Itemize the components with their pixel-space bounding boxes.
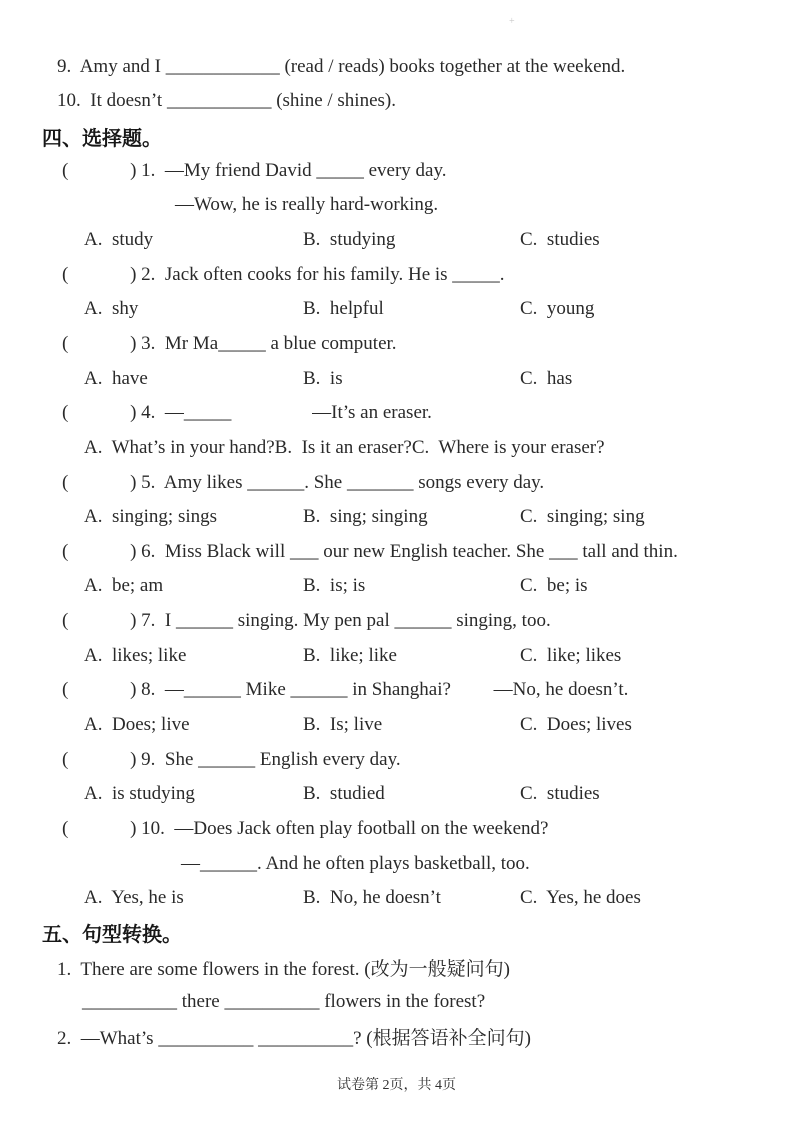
mc-q6-option-c: C. be; is xyxy=(520,575,588,597)
mc-q1-stem: ( ) 1. —My friend David _____ every day. xyxy=(62,159,447,181)
mc-q3-options xyxy=(0,361,793,396)
mc-q7-option-a: A. likes; like xyxy=(84,644,187,666)
mc-q7-options xyxy=(0,638,793,673)
mc-q6-stem: ( ) 6. Miss Black will ___ our new English teacher. She ___ tall and thin. xyxy=(62,540,678,562)
mc-q9-option-c: C. studies xyxy=(520,783,600,805)
mc-q4-stem: ( ) 4. —_____ —It’s an eraser. xyxy=(62,402,432,424)
mc-q9-option-b: B. studied xyxy=(303,783,385,805)
transform-q1: 1. There are some flowers in the forest. (改为一般疑问句) xyxy=(57,958,510,980)
mc-q6-option-a: A. be; am xyxy=(84,575,164,597)
mc-q7-option-b: B. like; like xyxy=(303,644,397,666)
mc-q2-stem: ( ) 2. Jack often cooks for his family. He is _____. xyxy=(62,263,505,285)
mc-q2-option-a: A. shy xyxy=(84,298,139,320)
mc-q5-stem: ( ) 5. Amy likes ______. She _______ songs every day. xyxy=(62,471,545,493)
section-4-heading: 四、选择题。 xyxy=(42,127,162,150)
mc-q1-reply: —Wow, he is really hard-working. xyxy=(175,194,439,216)
mc-q5-option-b: B. sing; singing xyxy=(303,506,428,528)
fill-in-item-9: 9. Amy and I ____________ (read / reads) books together at the weekend. xyxy=(57,55,626,77)
mc-q9-option-a: A. is studying xyxy=(84,783,195,805)
mc-q8-option-a: A. Does; live xyxy=(84,713,190,735)
mc-q8-option-c: C. Does; lives xyxy=(520,713,632,735)
mc-q1-option-c: C. studies xyxy=(520,229,600,251)
mc-q8-stem: ( ) 8. —______ Mike ______ in Shanghai? —No, he doesn’t. xyxy=(62,679,629,701)
transform-q1-answer-line: __________ there __________ flowers in the forest? xyxy=(82,991,486,1013)
mc-q1-options xyxy=(0,223,793,258)
mc-q10-reply: —______. And he often plays basketball, too. xyxy=(181,852,530,874)
mc-q5-option-c: C. singing; sing xyxy=(520,506,645,528)
mc-q3-option-b: B. is xyxy=(303,367,343,389)
mc-q2-option-b: B. helpful xyxy=(303,298,384,320)
mc-q2-options xyxy=(0,292,793,327)
mc-q7-option-c: C. like; likes xyxy=(520,644,622,666)
mc-q10-option-c: C. Yes, he does xyxy=(520,887,641,909)
mc-q10-option-a: A. Yes, he is xyxy=(84,887,184,909)
faint-corner-mark: + xyxy=(509,16,515,27)
mc-q3-option-a: A. have xyxy=(84,367,148,389)
mc-q10-option-b: B. No, he doesn’t xyxy=(303,887,441,909)
mc-q5-options xyxy=(0,500,793,535)
mc-q5-option-a: A. singing; sings xyxy=(84,506,218,528)
fill-in-item-10: 10. It doesn’t ___________ (shine / shines). xyxy=(57,90,396,112)
mc-q6-option-b: B. is; is xyxy=(303,575,366,597)
mc-q3-stem: ( ) 3. Mr Ma_____ a blue computer. xyxy=(62,332,397,354)
mc-q1-option-b: B. studying xyxy=(303,229,396,251)
mc-q9-stem: ( ) 9. She ______ English every day. xyxy=(62,748,401,770)
page-footer: 试卷第 2页，共 4页 xyxy=(337,1078,456,1093)
mc-q1-option-a: A. study xyxy=(84,229,154,251)
mc-q8-option-b: B. Is; live xyxy=(303,713,383,735)
mc-q9-options xyxy=(0,777,793,812)
mc-q4-options-inline xyxy=(0,431,793,466)
mc-q8-options xyxy=(0,708,793,743)
mc-q10-stem: ( ) 10. —Does Jack often play football on the weekend? xyxy=(62,817,549,839)
mc-q3-option-c: C. has xyxy=(520,367,573,389)
transform-q2: 2. —What’s __________ __________? (根据答语补全问句) xyxy=(57,1028,531,1050)
mc-q10-options xyxy=(0,881,793,916)
section-5-heading: 五、句型转换。 xyxy=(42,924,182,947)
mc-q6-options xyxy=(0,569,793,604)
mc-q4-options-text: A. What’s in your hand?B. Is it an eraser?C. Where is your eraser? xyxy=(84,436,605,458)
mc-q7-stem: ( ) 7. I ______ singing. My pen pal ______ singing, too. xyxy=(62,610,551,632)
mc-q2-option-c: C. young xyxy=(520,298,595,320)
